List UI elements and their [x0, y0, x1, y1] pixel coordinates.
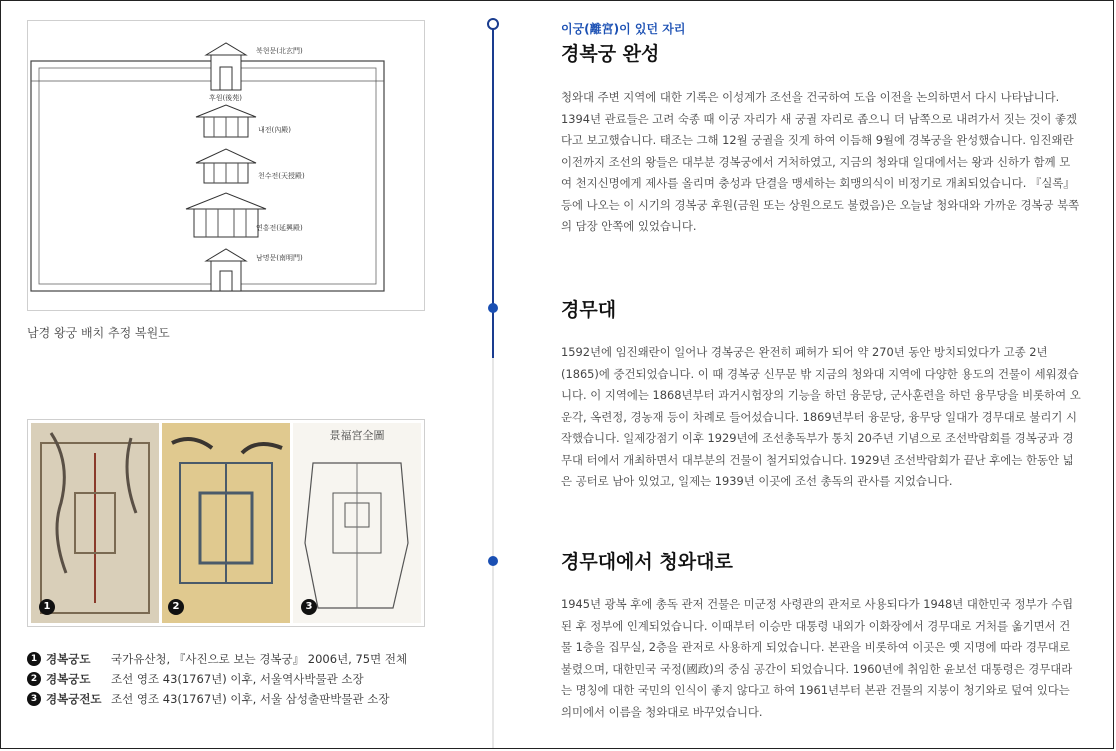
label-inner-hall: 내전(內殿) [258, 126, 291, 134]
south-gate [206, 249, 246, 291]
maps-legend [27, 649, 407, 709]
legend-desc: 국가유산청, 『사진으로 보는 경복궁』 2006년, 75면 전체 [111, 652, 408, 666]
map-3-marker: 3 [301, 599, 317, 615]
inner-hall [196, 105, 256, 137]
north-gate [206, 43, 246, 90]
section-title: 경복궁 완성 [561, 43, 660, 65]
map-2-image [162, 423, 290, 623]
label-cheonsu-hall: 천수전(天授殿) [258, 172, 305, 180]
legend-number: 2 [27, 672, 41, 686]
legend-desc: 조선 영조 43(1767년) 이후, 서울역사박물관 소장 [111, 672, 364, 686]
palace-layout-figure [27, 20, 425, 311]
section-gyeongbokgung [561, 20, 1081, 238]
legend-row [27, 649, 407, 669]
legend-desc: 조선 영조 43(1767년) 이후, 서울 삼성출판박물관 소장 [111, 692, 390, 706]
label-yeonheung-hall: 연흥전(延興殿) [256, 224, 303, 232]
cheonsu-hall [196, 149, 256, 183]
section-body: 1592년에 임진왜란이 일어나 경복궁은 완전히 폐허가 되어 약 270년 동안 방치되었다가 고종 2년(1865)에 중건되었습니다. 이 때 경복궁 신무문 밖 지금의 청와대 지역에 다양한 용도의 건물이 세워졌습니다. 이 지역에는 1868년부터 과거시험장의 기능을 하던 융문당, 군사훈련을 하던 융무당을 비롯하여 오운각, 옥련정, 경농재 등이 차례로 들어섰습니다. 1869년부터 융문당, 융무당 일대가 경무대로 불리기 시작했습니다. 일제강점기 이후 1929년에 조선총독부가 통치 20주년 기념으로 조선박람회를 경복궁과 경무대 터에서 개최하면서 대부분의 건물이 철거되었습니다. 1929년 조선박람회가 끝난 후에는 한동안 넓은 공터로 남아 있었고, 일제는 1939년 이곳에 조선 총독의 관사를 지었습니다. [561, 345, 1081, 488]
palace-layout-drawing [28, 21, 424, 310]
label-south-gate: 남명문(南明門) [256, 254, 303, 262]
timeline-start-marker [487, 18, 499, 30]
section-body: 1945년 광복 후에 총독 관저 건물은 미군정 사령관의 관저로 사용되다가 1948년 대한민국 정부가 수립된 후 정부에 인계되었습니다. 이때부터 이승만 대통령 내외가 이화장에서 경무대로 거처를 옮기면서 건물 1층을 집무실, 2층을 관저로 사용하게 되었습니다. 본관을 비롯하여 이곳은 옛 지명에 따라 경무대로 불렸으며, 대한민국 국정(國政)의 중심 공간이 되었습니다. 1960년에 취임한 윤보선 대통령은 경무대라는 명칭에 대한 국민의 인식이 좋지 않다고 하여 1961년부터 본관 건물의 지붕이 청기와로 덮여 있다는 의미에서 이름을 청와대로 바꾸었습니다. [561, 597, 1074, 719]
old-maps-figure [27, 419, 425, 627]
legend-number: 1 [27, 652, 41, 666]
section-gyeongmudae [561, 295, 1081, 493]
section-body: 청와대 주변 지역에 대한 기록은 이성계가 조선을 건국하여 도읍 이전을 논의하면서 다시 나타납니다. 1394년 관료들은 고려 숙종 때 이궁 자리가 새 궁궐 자리로 좁으니 더 남쪽으로 내려가서 짓는 것이 좋겠다고 보고했습니다. 태조는 그해 12월 궁궐을 짓게 하여 이듬해 9월에 경복궁을 완성했습니다. 임진왜란 이전까지 조선의 왕들은 대부분 경복궁에서 거처하였고, 지금의 청와대 일대에서는 왕과 신하가 함께 모여 천지신명에게 제사를 올리며 충성과 단결을 맹세하는 회맹의식이 비정기로 개최되었습니다. 『실록』 등에 나오는 이 시기의 경복궁 후원(금원 또는 상원으로도 불렸음)은 오늘날 청와대와 가까운 경복궁 북쪽의 담장 안쪽에 있었습니다. [561, 90, 1080, 233]
section-to-cheongwadae [561, 547, 1081, 723]
label-rear-garden: 후원(後苑) [209, 94, 242, 102]
legend-row [27, 669, 407, 689]
timeline-dot [488, 556, 498, 566]
legend-row [27, 689, 407, 709]
section-title: 경무대에서 청와대로 [561, 551, 733, 573]
legend-title: 경복궁도 [46, 652, 91, 666]
legend-title: 경복궁전도 [46, 692, 102, 706]
map-1-image [31, 423, 159, 623]
timeline-dot [488, 303, 498, 313]
map-2-marker: 2 [168, 599, 184, 615]
map-3-image [293, 423, 421, 623]
legend-title: 경복궁도 [46, 672, 91, 686]
legend-number: 3 [27, 692, 41, 706]
yeonheung-hall [186, 193, 266, 237]
label-north-gate: 북현문(北玄門) [256, 47, 303, 55]
map-1-marker: 1 [39, 599, 55, 615]
figure1-caption: 남경 왕궁 배치 추정 복원도 [27, 326, 170, 340]
section-eyebrow: 이궁(離宮)이 있던 자리 [561, 22, 686, 36]
map-3-seal-text: 景福宮全圖 [329, 429, 385, 442]
section-title: 경무대 [561, 299, 617, 321]
